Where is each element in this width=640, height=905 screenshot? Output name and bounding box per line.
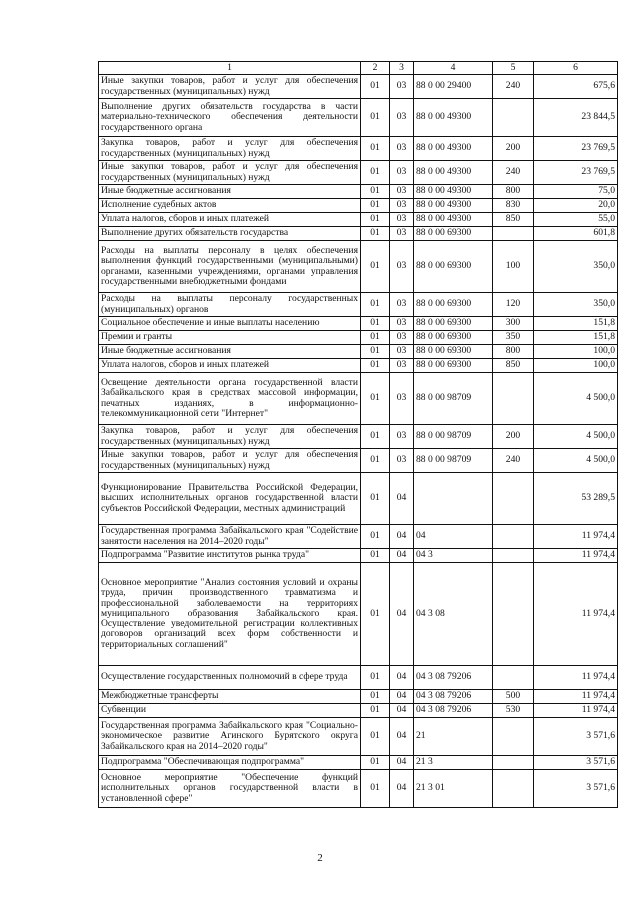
row-name: Государственная программа Забайкальского края "Социально-экономическое развитие Агинского Бурятского округа Забайкальского края на 2014–2020 годы" <box>99 718 361 756</box>
table-row <box>99 718 618 756</box>
row-amount: 11 974,4 <box>534 666 618 690</box>
row-section: 01 <box>361 449 390 473</box>
row-subsection: 03 <box>390 75 414 99</box>
row-name: Иные бюджетные ассигнования <box>99 185 361 199</box>
row-section: 01 <box>361 756 390 770</box>
row-name: Премии и гранты <box>99 331 361 345</box>
table-row <box>99 770 618 808</box>
table-row <box>99 473 618 525</box>
row-subsection: 04 <box>390 666 414 690</box>
table-row <box>99 199 618 213</box>
row-section: 01 <box>361 185 390 199</box>
table-row <box>99 317 618 331</box>
table-body <box>99 75 618 808</box>
row-target-article: 21 3 01 <box>414 770 493 808</box>
row-section: 01 <box>361 425 390 449</box>
row-expense-type: 240 <box>493 161 534 185</box>
row-target-article: 88 0 00 49300 <box>414 185 493 199</box>
row-target-article: 88 0 00 69300 <box>414 345 493 359</box>
row-target-article: 88 0 00 49300 <box>414 99 493 137</box>
row-amount: 11 974,4 <box>534 690 618 704</box>
table-row <box>99 449 618 473</box>
row-amount: 100,0 <box>534 359 618 373</box>
row-section: 01 <box>361 718 390 756</box>
header-col-3: 3 <box>390 62 414 75</box>
row-expense-type <box>493 373 534 425</box>
table-row <box>99 227 618 241</box>
row-section: 01 <box>361 770 390 808</box>
row-target-article: 04 3 08 79206 <box>414 704 493 718</box>
row-target-article: 21 3 <box>414 756 493 770</box>
row-expense-type: 300 <box>493 317 534 331</box>
row-name: Выполнение других обязательств государства в части материально-технического обеспечения деятельности государственного органа <box>99 99 361 137</box>
row-subsection: 03 <box>390 227 414 241</box>
row-subsection: 04 <box>390 525 414 549</box>
row-target-article: 88 0 00 69300 <box>414 359 493 373</box>
row-subsection: 03 <box>390 449 414 473</box>
row-expense-type: 100 <box>493 241 534 293</box>
row-name: Основное мероприятие "Обеспечение функций исполнительных органов государственной власти в установленной сфере" <box>99 770 361 808</box>
row-amount: 151,8 <box>534 317 618 331</box>
row-expense-type <box>493 525 534 549</box>
row-target-article: 04 3 08 <box>414 563 493 666</box>
table-row <box>99 293 618 317</box>
table-row <box>99 185 618 199</box>
table-row <box>99 213 618 227</box>
row-section: 01 <box>361 473 390 525</box>
table-row <box>99 331 618 345</box>
row-target-article: 88 0 00 98709 <box>414 373 493 425</box>
row-name: Подпрограмма "Развитие институтов рынка труда" <box>99 549 361 563</box>
row-target-article: 88 0 00 98709 <box>414 449 493 473</box>
row-amount: 55,0 <box>534 213 618 227</box>
row-section: 01 <box>361 345 390 359</box>
row-target-article: 88 0 00 49300 <box>414 137 493 161</box>
row-subsection: 03 <box>390 331 414 345</box>
header-col-6: 6 <box>534 62 618 75</box>
row-amount: 23 769,5 <box>534 137 618 161</box>
table-row <box>99 704 618 718</box>
row-target-article: 88 0 00 69300 <box>414 317 493 331</box>
row-target-article: 88 0 00 69300 <box>414 293 493 317</box>
row-name: Социальное обеспечение и иные выплаты населению <box>99 317 361 331</box>
row-section: 01 <box>361 199 390 213</box>
row-name: Иные закупки товаров, работ и услуг для обеспечения государственных (муниципальных) нужд <box>99 449 361 473</box>
row-name: Исполнение судебных актов <box>99 199 361 213</box>
row-expense-type <box>493 770 534 808</box>
row-amount: 151,8 <box>534 331 618 345</box>
row-amount: 11 974,4 <box>534 549 618 563</box>
row-section: 01 <box>361 99 390 137</box>
table-row <box>99 525 618 549</box>
table-row <box>99 345 618 359</box>
table-row <box>99 425 618 449</box>
row-subsection: 04 <box>390 756 414 770</box>
row-amount: 11 974,4 <box>534 563 618 666</box>
row-target-article: 21 <box>414 718 493 756</box>
row-expense-type: 200 <box>493 425 534 449</box>
row-name: Уплата налогов, сборов и иных платежей <box>99 359 361 373</box>
table-row <box>99 756 618 770</box>
row-name: Межбюджетные трансферты <box>99 690 361 704</box>
row-amount: 350,0 <box>534 241 618 293</box>
row-amount: 4 500,0 <box>534 373 618 425</box>
row-amount: 11 974,4 <box>534 704 618 718</box>
row-subsection: 04 <box>390 718 414 756</box>
row-section: 01 <box>361 161 390 185</box>
row-amount: 20,0 <box>534 199 618 213</box>
row-subsection: 03 <box>390 359 414 373</box>
row-target-article: 04 3 08 79206 <box>414 666 493 690</box>
row-section: 01 <box>361 373 390 425</box>
row-amount: 3 571,6 <box>534 718 618 756</box>
row-name: Государственная программа Забайкальского края "Содействие занятости населения на 2014–2020 годы" <box>99 525 361 549</box>
header-col-1: 1 <box>99 62 361 75</box>
row-name: Основное мероприятие "Анализ состояния условий и охраны труда, причин производственного травматизма и профессиональной заболеваемости на территориях муниципального образования Забайкальского края. Осуществление уведомительной регистрации коллективных договоров организаций всех форм собственности и территориальных соглашений" <box>99 563 361 666</box>
row-subsection: 04 <box>390 563 414 666</box>
row-amount: 4 500,0 <box>534 425 618 449</box>
header-row <box>99 62 618 75</box>
row-expense-type <box>493 666 534 690</box>
row-name: Расходы на выплаты персоналу в целях обеспечения выполнения функций государственными (муниципальными) органами, казенными учреждениями, органами управления государственными внебюджетными фондами <box>99 241 361 293</box>
row-subsection: 03 <box>390 373 414 425</box>
row-name: Иные закупки товаров, работ и услуг для обеспечения государственных (муниципальных) нужд <box>99 161 361 185</box>
row-target-article: 04 <box>414 525 493 549</box>
row-subsection: 04 <box>390 549 414 563</box>
row-expense-type: 830 <box>493 199 534 213</box>
table-row <box>99 137 618 161</box>
row-section: 01 <box>361 213 390 227</box>
row-name: Освещение деятельности органа государственной власти Забайкальского края в средствах массовой информации, печатных изданиях, в информационно-телекоммуникационной сети "Интернет" <box>99 373 361 425</box>
header-col-2: 2 <box>361 62 390 75</box>
row-target-article: 88 0 00 29400 <box>414 75 493 99</box>
row-amount: 23 769,5 <box>534 161 618 185</box>
row-subsection: 03 <box>390 185 414 199</box>
row-target-article: 88 0 00 69300 <box>414 331 493 345</box>
row-subsection: 03 <box>390 161 414 185</box>
row-amount: 675,6 <box>534 75 618 99</box>
row-subsection: 03 <box>390 199 414 213</box>
row-section: 01 <box>361 549 390 563</box>
row-target-article <box>414 473 493 525</box>
table-row <box>99 549 618 563</box>
row-section: 01 <box>361 525 390 549</box>
row-name: Закупка товаров, работ и услуг для обеспечения государственных (муниципальных) нужд <box>99 137 361 161</box>
row-name: Субвенции <box>99 704 361 718</box>
row-name: Иные закупки товаров, работ и услуг для обеспечения государственных (муниципальных) нужд <box>99 75 361 99</box>
row-expense-type: 240 <box>493 75 534 99</box>
row-expense-type: 850 <box>493 359 534 373</box>
row-target-article: 88 0 00 49300 <box>414 213 493 227</box>
table-row <box>99 99 618 137</box>
row-name: Уплата налогов, сборов и иных платежей <box>99 213 361 227</box>
row-subsection: 03 <box>390 293 414 317</box>
table-row <box>99 373 618 425</box>
row-amount: 100,0 <box>534 345 618 359</box>
row-expense-type <box>493 473 534 525</box>
row-section: 01 <box>361 293 390 317</box>
row-target-article: 88 0 00 49300 <box>414 199 493 213</box>
row-name: Осуществление государственных полномочий в сфере труда <box>99 666 361 690</box>
row-expense-type <box>493 99 534 137</box>
row-name: Иные бюджетные ассигнования <box>99 345 361 359</box>
row-subsection: 04 <box>390 770 414 808</box>
row-amount: 3 571,6 <box>534 756 618 770</box>
row-section: 01 <box>361 666 390 690</box>
row-name: Закупка товаров, работ и услуг для обеспечения государственных (муниципальных) нужд <box>99 425 361 449</box>
table-row <box>99 75 618 99</box>
row-target-article: 88 0 00 69300 <box>414 227 493 241</box>
header-col-5: 5 <box>493 62 534 75</box>
row-expense-type: 240 <box>493 449 534 473</box>
row-subsection: 04 <box>390 690 414 704</box>
table-row <box>99 359 618 373</box>
row-target-article: 04 3 08 79206 <box>414 690 493 704</box>
row-name: Функционирование Правительства Российской Федерации, высших исполнительных органов государственной власти субъектов Российской Федерации, местных администраций <box>99 473 361 525</box>
row-section: 01 <box>361 227 390 241</box>
row-expense-type: 800 <box>493 345 534 359</box>
header-col-4: 4 <box>414 62 493 75</box>
row-expense-type <box>493 227 534 241</box>
row-subsection: 04 <box>390 704 414 718</box>
row-amount: 3 571,6 <box>534 770 618 808</box>
row-subsection: 03 <box>390 345 414 359</box>
row-name: Выполнение других обязательств государства <box>99 227 361 241</box>
row-section: 01 <box>361 241 390 293</box>
row-subsection: 03 <box>390 317 414 331</box>
row-expense-type <box>493 549 534 563</box>
row-expense-type: 500 <box>493 690 534 704</box>
row-subsection: 03 <box>390 241 414 293</box>
row-subsection: 03 <box>390 213 414 227</box>
table-row <box>99 563 618 666</box>
row-section: 01 <box>361 690 390 704</box>
row-expense-type <box>493 718 534 756</box>
row-amount: 601,8 <box>534 227 618 241</box>
row-amount: 11 974,4 <box>534 525 618 549</box>
row-expense-type: 530 <box>493 704 534 718</box>
page-number: 2 <box>317 852 323 864</box>
row-section: 01 <box>361 317 390 331</box>
table-row <box>99 161 618 185</box>
table-row <box>99 241 618 293</box>
row-expense-type: 850 <box>493 213 534 227</box>
row-subsection: 04 <box>390 473 414 525</box>
row-section: 01 <box>361 563 390 666</box>
row-name: Подпрограмма "Обеспечивающая подпрограмма" <box>99 756 361 770</box>
budget-table <box>98 61 618 808</box>
row-amount: 75,0 <box>534 185 618 199</box>
row-section: 01 <box>361 704 390 718</box>
row-subsection: 03 <box>390 137 414 161</box>
table-header <box>99 62 618 75</box>
row-target-article: 88 0 00 98709 <box>414 425 493 449</box>
row-expense-type: 350 <box>493 331 534 345</box>
row-section: 01 <box>361 75 390 99</box>
row-expense-type: 200 <box>493 137 534 161</box>
row-target-article: 88 0 00 69300 <box>414 241 493 293</box>
row-target-article: 04 3 <box>414 549 493 563</box>
row-expense-type <box>493 756 534 770</box>
row-expense-type: 120 <box>493 293 534 317</box>
row-subsection: 03 <box>390 99 414 137</box>
table-row <box>99 690 618 704</box>
row-amount: 350,0 <box>534 293 618 317</box>
row-section: 01 <box>361 331 390 345</box>
table-row <box>99 666 618 690</box>
row-amount: 53 289,5 <box>534 473 618 525</box>
row-subsection: 03 <box>390 425 414 449</box>
row-amount: 23 844,5 <box>534 99 618 137</box>
row-expense-type <box>493 563 534 666</box>
row-name: Расходы на выплаты персоналу государственных (муниципальных) органов <box>99 293 361 317</box>
row-amount: 4 500,0 <box>534 449 618 473</box>
row-section: 01 <box>361 137 390 161</box>
row-section: 01 <box>361 359 390 373</box>
row-expense-type: 800 <box>493 185 534 199</box>
row-target-article: 88 0 00 49300 <box>414 161 493 185</box>
